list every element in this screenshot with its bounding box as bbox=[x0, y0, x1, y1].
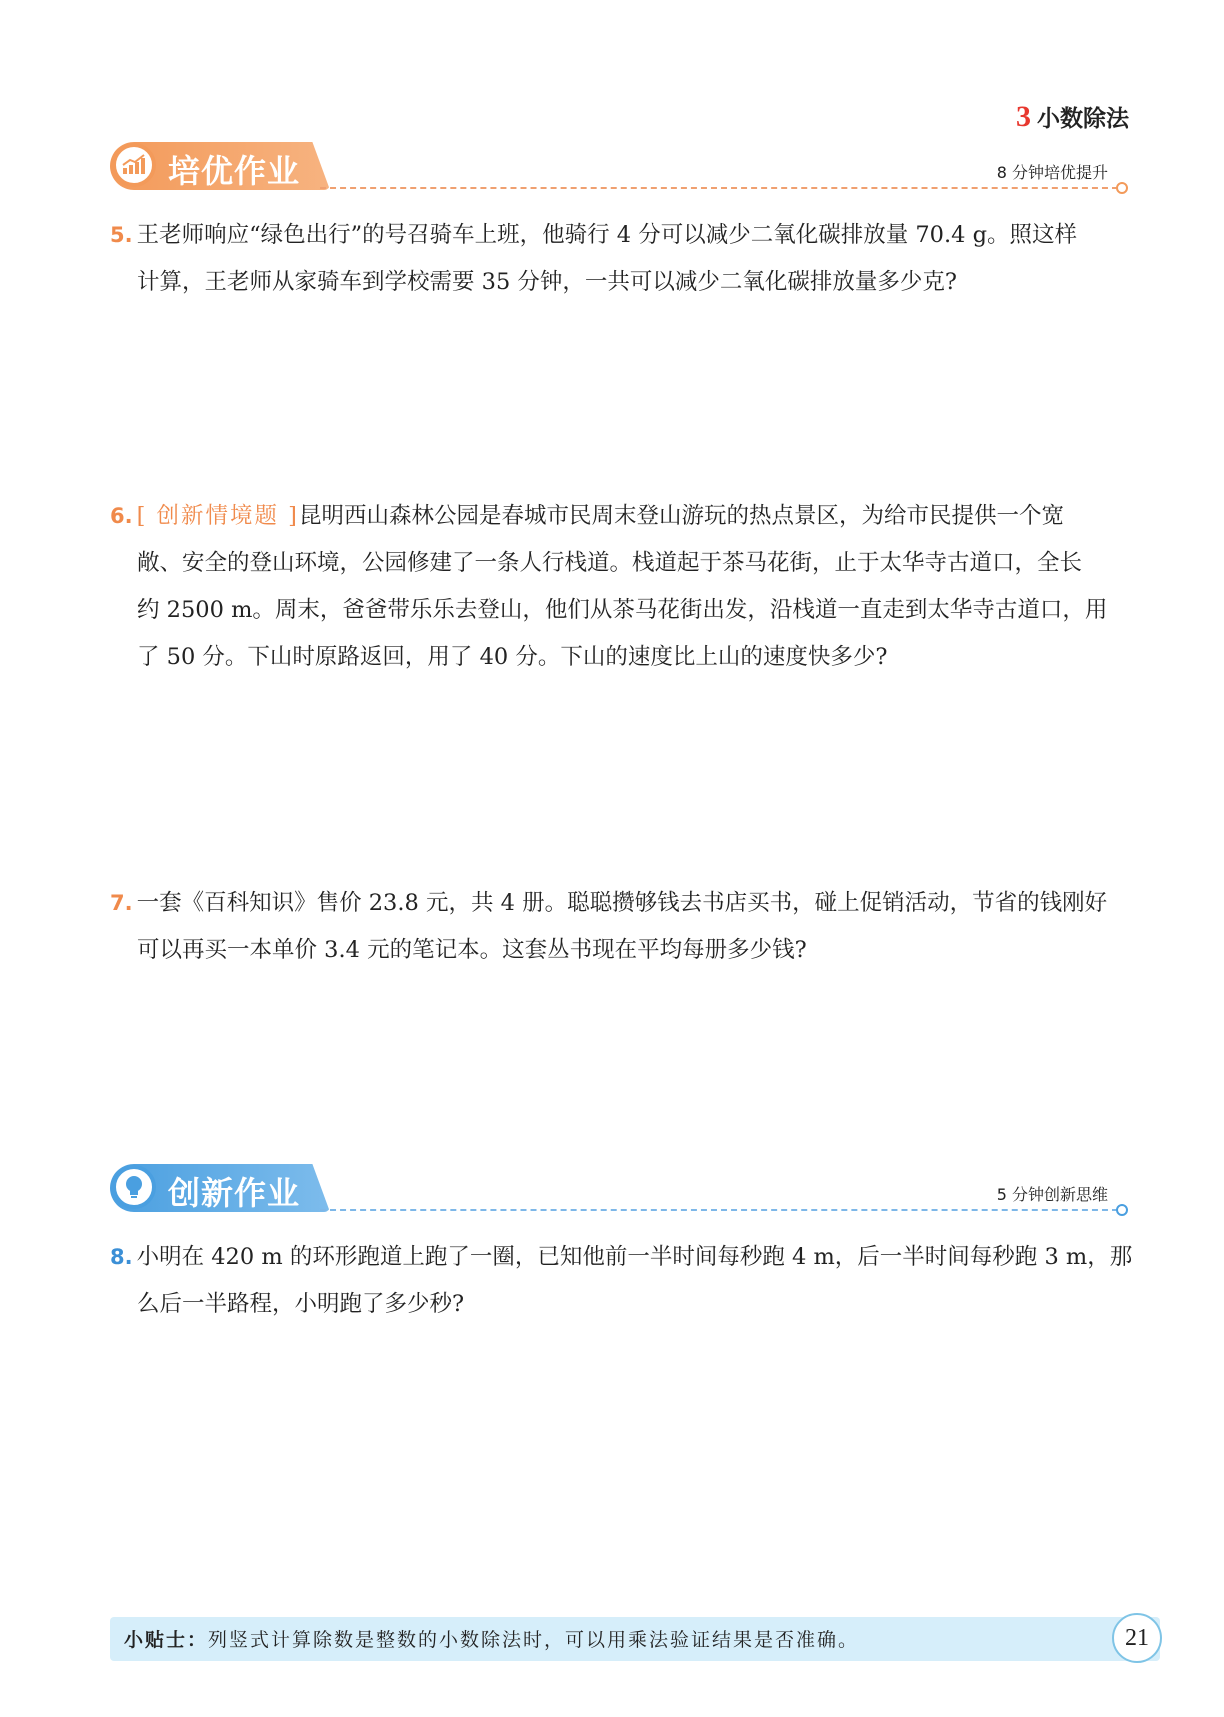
question-text: 么后一半路程，小明跑了多少秒? bbox=[137, 1291, 465, 1317]
chart-rising-icon bbox=[112, 143, 156, 187]
question-5 bbox=[110, 212, 1130, 306]
section-title: 创新作业 bbox=[168, 1174, 301, 1212]
question-text: 一套《百科知识》售价 23.8 元，共 4 册。聪聪攒够钱去书店买书，碰上促销活动，节省的钱刚好 bbox=[136, 890, 1108, 916]
question-number: 7. bbox=[110, 891, 133, 915]
tip-bar bbox=[110, 1617, 1160, 1661]
dashed-divider bbox=[320, 1209, 1118, 1211]
tip-content bbox=[124, 1625, 859, 1652]
question-number: 6. bbox=[110, 504, 133, 528]
question-line bbox=[110, 493, 1130, 540]
question-line bbox=[110, 212, 1130, 259]
question-text: 可以再买一本单价 3.4 元的笔记本。这套丛书现在平均每册多少钱? bbox=[137, 937, 807, 963]
question-text: 王老师响应“绿色出行”的号召骑车上班，他骑行 4 分可以减少二氧化碳排放量 70.4 g。照这样 bbox=[136, 222, 1078, 248]
section-subtitle: 5 分钟创新思维 bbox=[996, 1185, 1108, 1204]
question-text: 敞、安全的登山环境，公园修建了一条人行栈道。栈道起于茶马花街，止于太华寺古道口，全长 bbox=[137, 550, 1083, 576]
chapter-header bbox=[1016, 100, 1129, 134]
section-title: 培优作业 bbox=[168, 152, 301, 190]
question-tag: [ 创新情境题 ] bbox=[136, 503, 299, 529]
question-number: 8. bbox=[110, 1245, 133, 1269]
lightbulb-icon bbox=[112, 1165, 156, 1209]
question-text: 约 2500 m。周末，爸爸带乐乐去登山，他们从茶马花街出发，沿栈道一直走到太华寺古道口，用 bbox=[137, 597, 1108, 623]
chapter-number: 3 bbox=[1016, 100, 1031, 133]
chapter-title: 小数除法 bbox=[1037, 106, 1129, 132]
question-7 bbox=[110, 880, 1130, 974]
divider-end-dot bbox=[1116, 182, 1128, 194]
section-banner-chuangxin bbox=[110, 1164, 1130, 1224]
tip-text: 列竖式计算除数是整数的小数除法时，可以用乘法验证结果是否准确。 bbox=[208, 1629, 860, 1651]
question-line bbox=[110, 880, 1130, 927]
question-text: 了 50 分。下山时原路返回，用了 40 分。下山的速度比上山的速度快多少? bbox=[137, 644, 888, 670]
divider-end-dot bbox=[1116, 1204, 1128, 1216]
page-number: 21 bbox=[1112, 1613, 1162, 1663]
question-line bbox=[110, 1234, 1133, 1281]
question-8 bbox=[110, 1234, 1133, 1328]
dashed-divider bbox=[320, 187, 1118, 189]
question-text: 计算，王老师从家骑车到学校需要 35 分钟，一共可以减少二氧化碳排放量多少克? bbox=[137, 269, 957, 295]
question-text: 小明在 420 m 的环形跑道上跑了一圈，已知他前一半时间每秒跑 4 m，后一半时间每秒跑 3 m，那 bbox=[136, 1244, 1133, 1270]
question-text: 昆明西山森林公园是春城市民周末登山游玩的热点景区，为给市民提供一个宽 bbox=[298, 503, 1064, 529]
tip-label: 小贴士： bbox=[124, 1629, 209, 1651]
section-subtitle: 8 分钟培优提升 bbox=[996, 163, 1108, 182]
question-6 bbox=[110, 493, 1130, 681]
question-number: 5. bbox=[110, 223, 133, 247]
section-banner-peiyou bbox=[110, 142, 1130, 202]
